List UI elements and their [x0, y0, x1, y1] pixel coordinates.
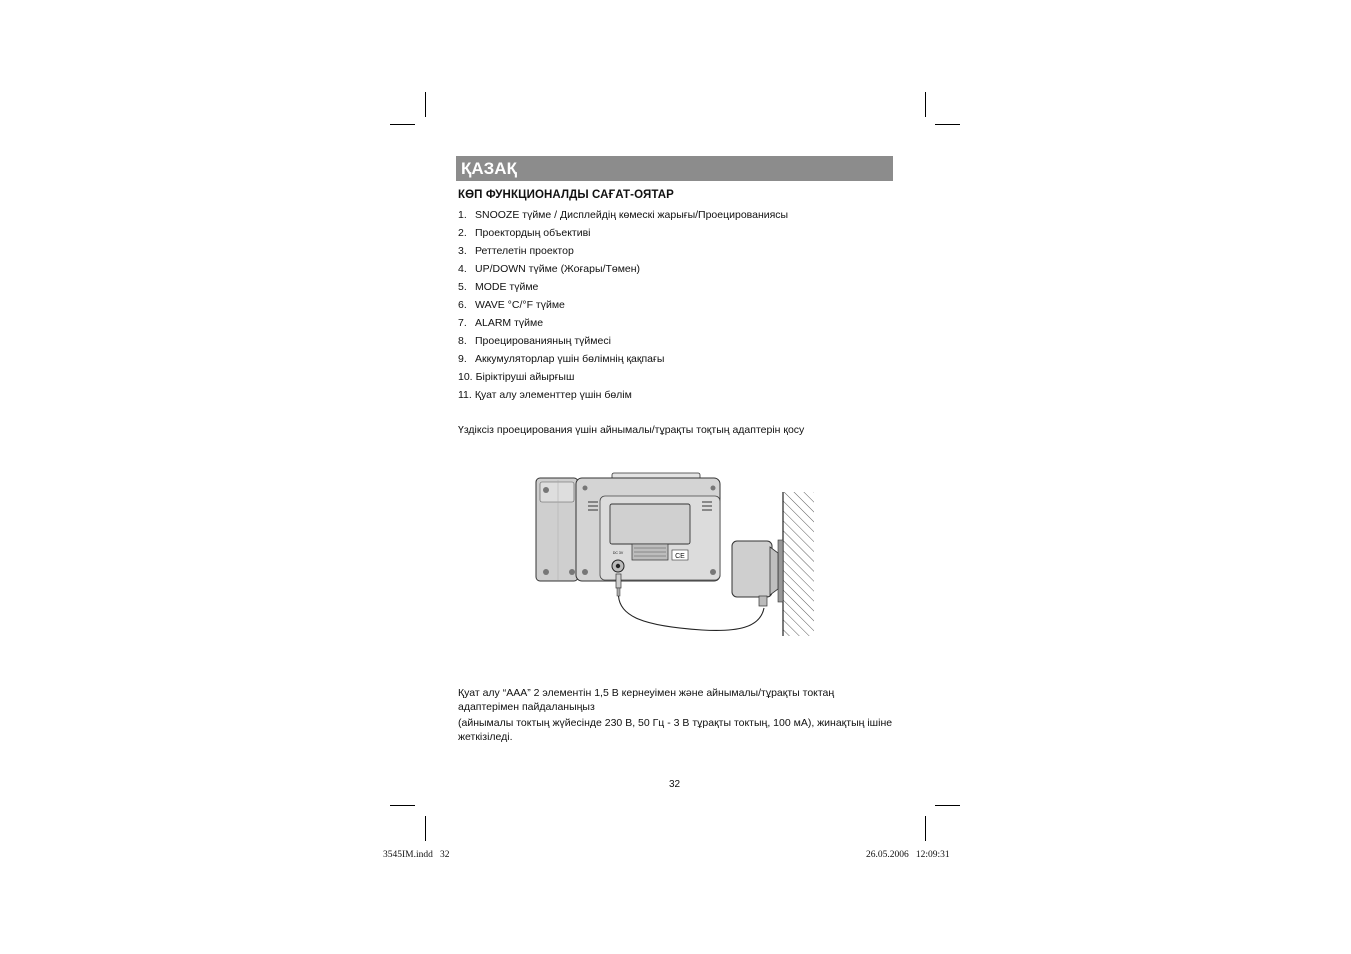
footer-timestamp: 26.05.2006 12:09:31: [866, 850, 950, 860]
adapter-connection-text: Үздіксіз проецирования үшін айнымалы/тұрақты тоқтың адаптерін қосу: [458, 424, 805, 436]
clock-projector: [536, 478, 578, 581]
list-item: [458, 262, 788, 280]
item-text: Қуат алу элементтер үшін бөлім: [474, 389, 632, 401]
page-number: 32: [669, 779, 681, 790]
item-text: Проектордың объективі: [475, 227, 591, 239]
item-text: Проецированияның түймесі: [475, 335, 611, 347]
item-number: 11.: [458, 389, 472, 401]
crop-mark: [925, 816, 926, 841]
crop-mark: [925, 92, 926, 117]
item-number: 3.: [458, 245, 467, 257]
item-text: Реттелетін проектор: [475, 245, 574, 257]
item-text: Аккумуляторлар үшін бөлімнің қақпағы: [475, 353, 665, 365]
item-text: WAVE °C/°F түйме: [475, 299, 565, 311]
list-item: [458, 316, 788, 334]
crop-mark: [425, 92, 426, 117]
item-text: MODE түйме: [475, 281, 539, 293]
wall: [783, 492, 814, 636]
list-item: [458, 208, 788, 226]
item-number: 2.: [458, 227, 467, 239]
list-item: [458, 352, 788, 370]
adapter-connection-diagram: [532, 468, 822, 640]
ce-mark: CE: [675, 553, 685, 560]
crop-mark: [935, 124, 960, 125]
list-item: [458, 244, 788, 262]
list-item: [458, 388, 788, 406]
item-number: 8.: [458, 335, 467, 347]
list-item: [458, 370, 788, 388]
parts-list: [458, 208, 788, 406]
crop-mark: [935, 805, 960, 806]
list-item: [458, 298, 788, 316]
item-text: Біріктіруші айырғыш: [475, 371, 575, 383]
item-number: 6.: [458, 299, 467, 311]
item-number: 10.: [458, 371, 473, 383]
language-header: ҚАЗАҚ: [456, 156, 893, 181]
item-number: 7.: [458, 317, 467, 329]
item-text: UP/DOWN түйме (Жоғары/Төмен): [475, 263, 641, 275]
crop-mark: [390, 805, 415, 806]
power-supply-note: (айнымалы токтың жүйесінде 230 В, 50 Гц - 3 В тұрақты токтың, 100 мА), жинақтың ішіне жеткізіледі.: [458, 717, 893, 743]
section-title: КӨП ФУНКЦИОНАЛДЫ САҒАТ-ОЯТАР: [458, 189, 674, 201]
item-number: 5.: [458, 281, 467, 293]
item-number: 4.: [458, 263, 467, 275]
dc-label: DC 3V: [612, 551, 624, 555]
ac-dc-adapter: [732, 540, 783, 606]
item-text: SNOOZE түйме / Дисплейдің көмескі жарығы/Проецированиясы: [475, 209, 789, 221]
item-number: 9.: [458, 353, 467, 365]
list-item: [458, 334, 788, 352]
crop-mark: [390, 124, 415, 125]
clock-body: [576, 473, 720, 581]
item-text: ALARM түйме: [475, 317, 544, 329]
power-supply-text: Қуат алу “ААА” 2 элементін 1,5 В кернеуімен және айнымалы/тұрақты токтаң адаптерімен пайдаланыңыз: [458, 687, 835, 713]
footer-file-name: 3545IM.indd 32: [383, 850, 450, 860]
list-item: [458, 280, 788, 298]
crop-mark: [425, 816, 426, 841]
list-item: [458, 226, 788, 244]
item-number: 1.: [458, 209, 467, 221]
